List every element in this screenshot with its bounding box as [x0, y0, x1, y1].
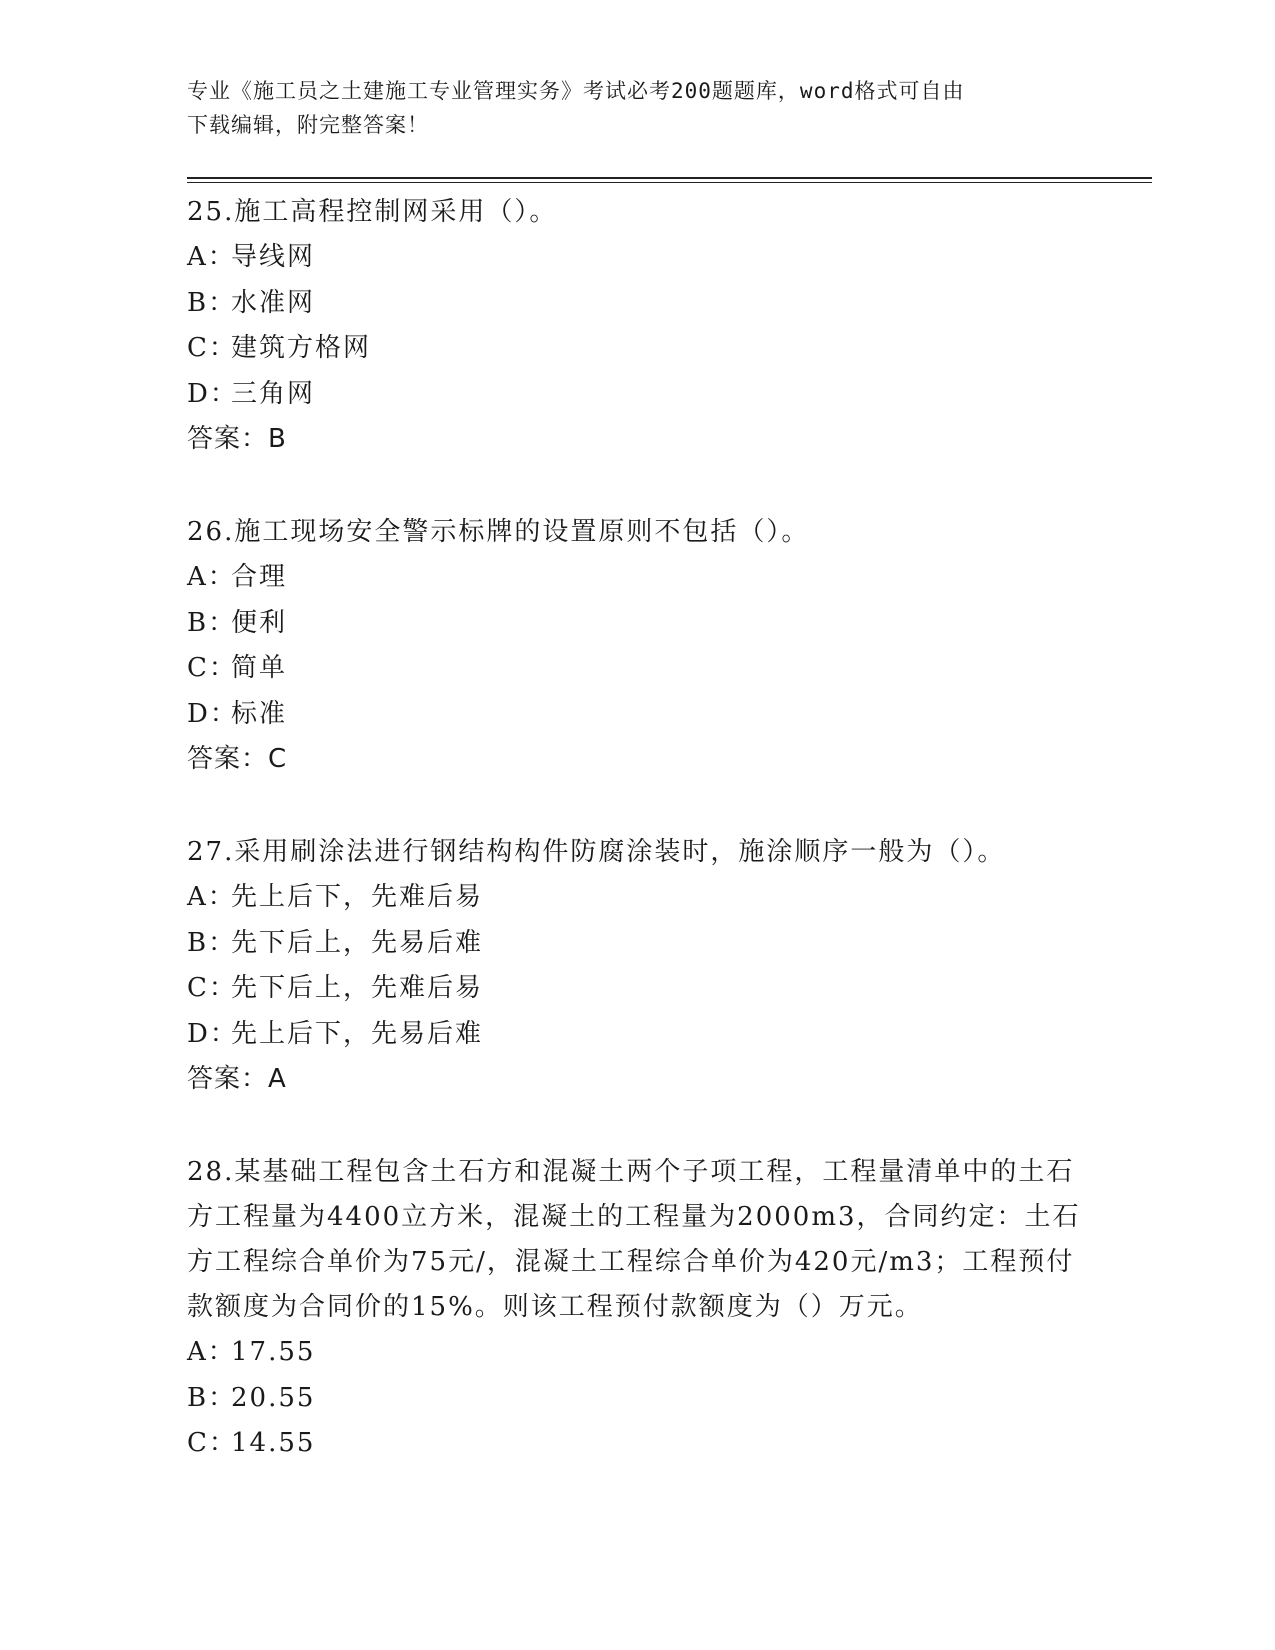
option-key: B：	[187, 927, 237, 958]
option-c	[187, 646, 1087, 692]
option-key: D：	[187, 698, 238, 729]
option-key: A：	[187, 882, 236, 912]
option-key: D：	[187, 1018, 238, 1049]
question-text: 25.施工高程控制网采用（）。	[187, 197, 558, 227]
option-d	[187, 1012, 1087, 1058]
option-d	[187, 692, 1087, 738]
option-value: 三角网	[231, 378, 316, 409]
option-c	[187, 1421, 1087, 1467]
option-a	[187, 555, 1087, 601]
question-25	[187, 190, 1087, 462]
option-a	[187, 875, 1087, 921]
answer-line: 答案：A	[187, 1064, 287, 1094]
option-key: B：	[187, 287, 237, 318]
question-28	[187, 1150, 1087, 1467]
option-b	[187, 921, 1087, 967]
option-key: B：	[187, 607, 237, 638]
option-value: 先上后下，先易后难	[231, 1018, 484, 1049]
option-b	[187, 601, 1087, 647]
option-key: B：	[187, 1382, 237, 1413]
option-d	[187, 372, 1087, 418]
option-c	[187, 966, 1087, 1012]
option-key: C：	[187, 1428, 237, 1458]
option-value: 先下后上，先易后难	[231, 927, 484, 958]
header-line-2: 下载编辑，附完整答案！	[187, 113, 429, 137]
header-divider-thin	[187, 182, 1152, 183]
option-value: 简单	[231, 653, 288, 683]
header-line-1: 专业《施工员之土建施工专业管理实务》考试必考200题题库，word格式可自由	[187, 79, 965, 103]
question-spacer	[187, 1102, 1087, 1150]
answer-line: 答案：C	[187, 744, 288, 774]
option-a	[187, 1330, 1087, 1376]
option-value: 标准	[231, 698, 288, 729]
question-list	[187, 190, 1087, 1467]
document-header	[187, 74, 1087, 142]
option-key: C：	[187, 973, 237, 1003]
question-spacer	[187, 462, 1087, 510]
question-27	[187, 830, 1087, 1102]
option-key: A：	[187, 242, 236, 272]
option-b	[187, 281, 1087, 327]
answer-line: 答案：B	[187, 424, 287, 454]
option-value: 建筑方格网	[231, 333, 372, 363]
question-text: 28.某基础工程包含土石方和混凝土两个子项工程，工程量清单中的土石方工程量为4400立方米，混凝土的工程量为2000m3，合同约定：土石方工程综合单价为75元/，混凝土工程综合单价为420元/m3；工程预付款额度为合同价的15%。则该工程预付款额度为（）万元。	[187, 1157, 1081, 1322]
option-value: 14.55	[231, 1428, 316, 1458]
option-key: C：	[187, 333, 237, 363]
option-c	[187, 326, 1087, 372]
header-divider-thick	[187, 177, 1152, 179]
option-key: A：	[187, 1337, 236, 1367]
option-value: 水准网	[231, 287, 316, 318]
option-b	[187, 1376, 1087, 1422]
option-key: D：	[187, 378, 238, 409]
option-a	[187, 235, 1087, 281]
question-text: 26.施工现场安全警示标牌的设置原则不包括（）。	[187, 517, 810, 547]
option-value: 17.55	[231, 1337, 316, 1367]
option-value: 20.55	[231, 1382, 316, 1413]
question-spacer	[187, 782, 1087, 830]
option-key: A：	[187, 562, 236, 592]
option-value: 导线网	[231, 242, 316, 272]
option-value: 便利	[231, 607, 288, 638]
option-value: 先下后上，先难后易	[231, 973, 484, 1003]
question-text: 27.采用刷涂法进行钢结构构件防腐涂装时，施涂顺序一般为（）。	[187, 837, 1006, 867]
option-value: 先上后下，先难后易	[231, 882, 484, 912]
option-key: C：	[187, 653, 237, 683]
question-26	[187, 510, 1087, 782]
option-value: 合理	[231, 562, 288, 592]
